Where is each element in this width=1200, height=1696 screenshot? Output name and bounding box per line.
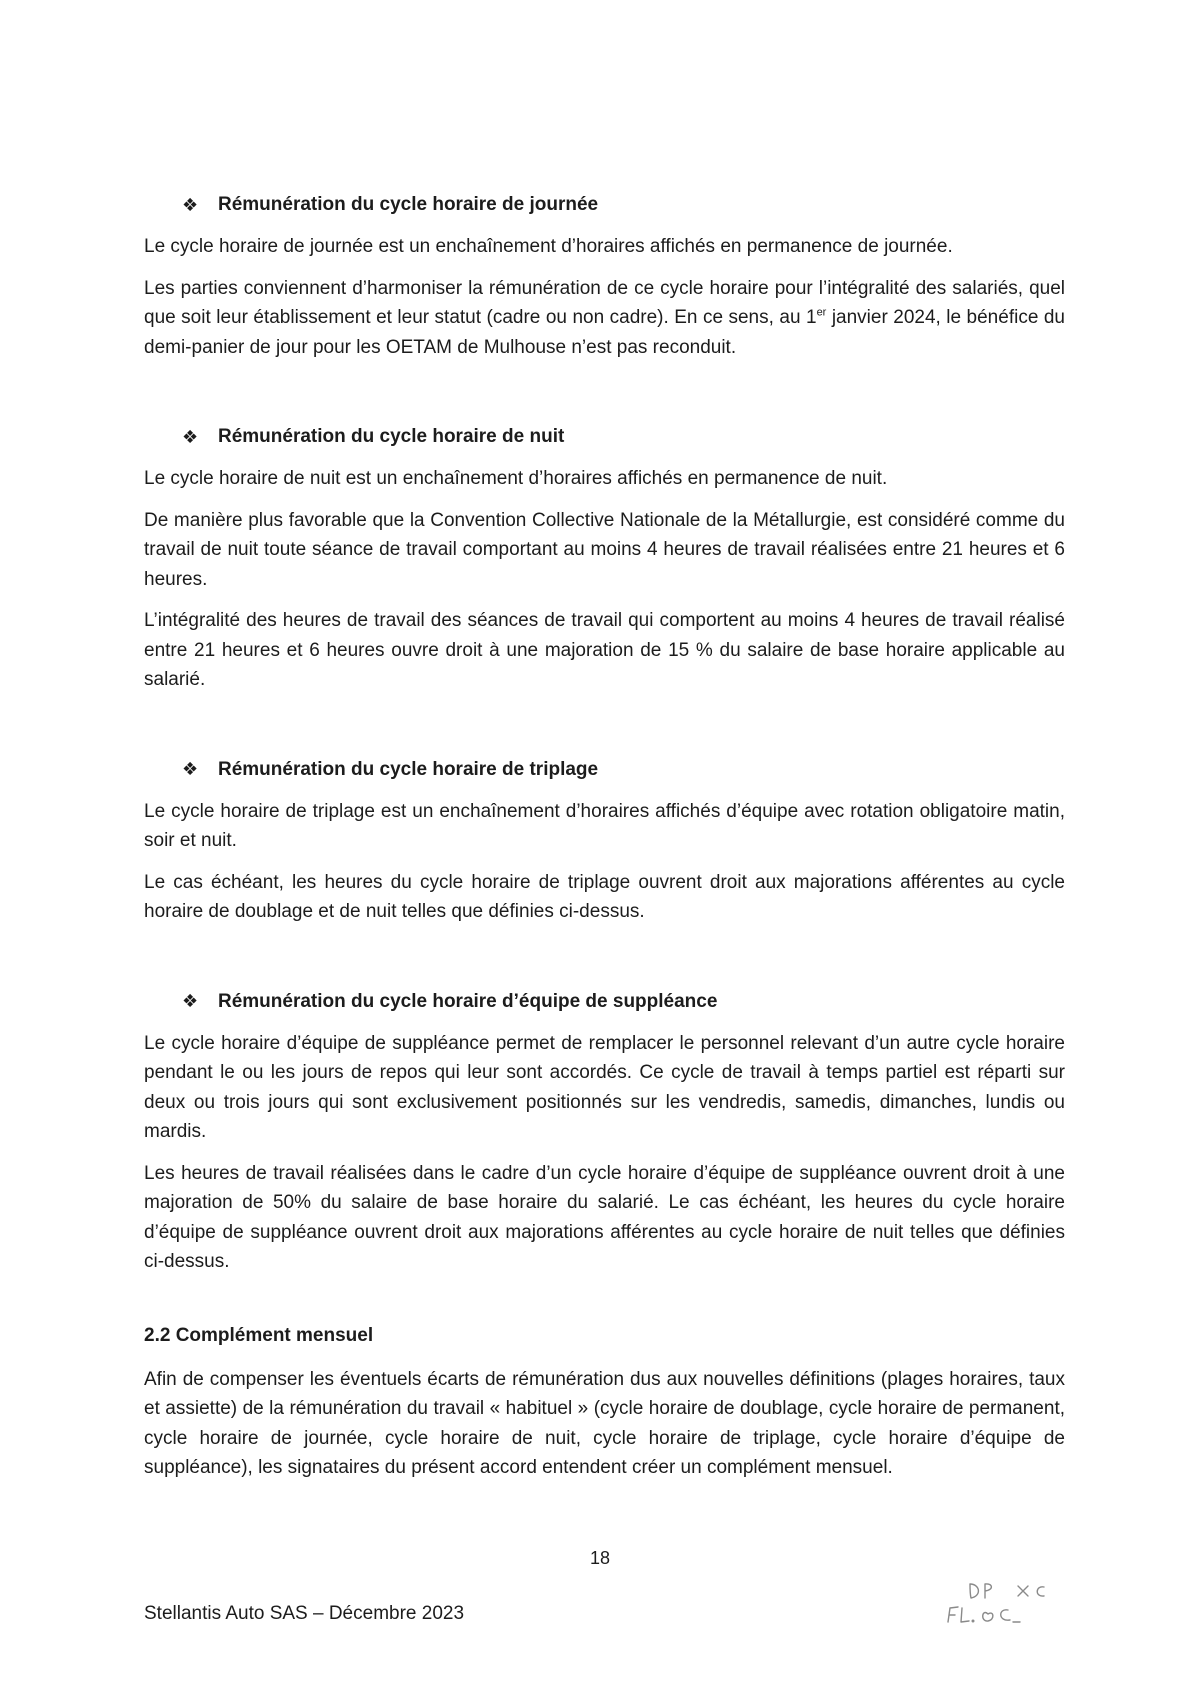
section-heading-nuit — [182, 422, 1065, 452]
heading-text: Rémunération du cycle horaire de triplage — [218, 758, 599, 780]
paragraph: L’intégralité des heures de travail des séances de travail qui comportent au moins 4 heures de travail réalisé entre 21 heures et 6 heures ouvre droit à une majoration de 15 % du salaire de base horaire applicable au salarié. — [144, 610, 1065, 690]
paragraph: Le cas échéant, les heures du cycle horaire de triplage ouvrent droit aux majorations afférentes au cycle horaire de doublage et de nuit telles que définies ci-dessus. — [144, 871, 1065, 922]
paragraph: Afin de compenser les éventuels écarts de rémunération dus aux nouvelles définitions (plages horaires, taux et assiette) de la rémunération du travail « habituel » (cycle horaire de doublage, cycle horaire de permanent, cycle horaire de journée, cycle horaire de nuit, cycle horaire de triplage, cycle horaire d’équipe de suppléance), les signataires du présent accord entendent créer un complément mensuel. — [144, 1368, 1065, 1478]
paragraph: Le cycle horaire de journée est un enchaînement d’horaires affichés en permanence de journée. — [144, 236, 953, 257]
heading-text: Rémunération du cycle horaire de journée — [218, 194, 599, 215]
paragraph: Le cycle horaire de triplage est un enchaînement d’horaires affichés d’équipe avec rotation obligatoire matin, soir et nuit. — [144, 800, 1065, 851]
section-title-complement-mensuel: 2.2 Complément mensuel — [144, 1324, 374, 1346]
paragraph: Le cycle horaire de nuit est un enchaînement d’horaires affichés en permanence de nuit. — [144, 468, 888, 489]
page-content — [144, 190, 1065, 1483]
handwritten-initials — [940, 1570, 1070, 1630]
diamond-bullet-icon: ❖ — [182, 759, 199, 779]
paragraph: Le cycle horaire d’équipe de suppléance permet de remplacer le personnel relevant d’un autre cycle horaire pendant le ou les jours de repos qui leur sont accordés. Ce cycle de travail à temps partiel est réparti sur deux ou trois jours qui sont exclusivement positionnés sur les vendredis, samedis, dimanches, lundis ou mardis. — [144, 1032, 1065, 1142]
heading-text: Rémunération du cycle horaire de nuit — [218, 426, 565, 447]
diamond-bullet-icon: ❖ — [182, 194, 199, 215]
paragraph: Les heures de travail réalisées dans le cadre d’un cycle horaire d’équipe de suppléance ouvrent droit à une majoration de 50% du salaire de base horaire du salarié. Le cas échéant, les heures du cycle horaire d’équipe de suppléance ouvrent droit aux majorations afférentes au cycle horaire de nuit telles que définies ci-dessus. — [144, 1162, 1065, 1272]
paragraph — [144, 274, 1065, 363]
section-heading-journee — [182, 190, 1065, 220]
diamond-bullet-icon: ❖ — [182, 991, 199, 1011]
section-heading-triplage — [182, 755, 1065, 785]
heading-text: Rémunération du cycle horaire d’équipe de suppléance — [218, 990, 718, 1012]
paragraph-text: Les parties conviennent d’harmoniser la rémunération de ce cycle horaire pour l’intégralité des salariés, quel que soit leur établissement et leur statut (cadre ou non cadre). En ce sens, au 1 — [144, 277, 1065, 328]
section-heading-suppleance — [182, 987, 1065, 1017]
paragraph: De manière plus favorable que la Convention Collective Nationale de la Métallurgie, est considéré comme du travail de nuit toute séance de travail comportant au moins 4 heures de travail réalisées entre 21 heures et 6 heures. — [144, 509, 1065, 590]
footer-text: Stellantis Auto SAS – Décembre 2023 — [144, 1603, 465, 1624]
superscript: er — [816, 306, 827, 319]
diamond-bullet-icon: ❖ — [182, 426, 199, 447]
paragraph-text: janvier 2024, le bénéfice du demi-panier de jour pour les OETAM de Mulhouse n’est pas reconduit. — [144, 307, 1065, 358]
page-number: 18 — [589, 1548, 611, 1568]
